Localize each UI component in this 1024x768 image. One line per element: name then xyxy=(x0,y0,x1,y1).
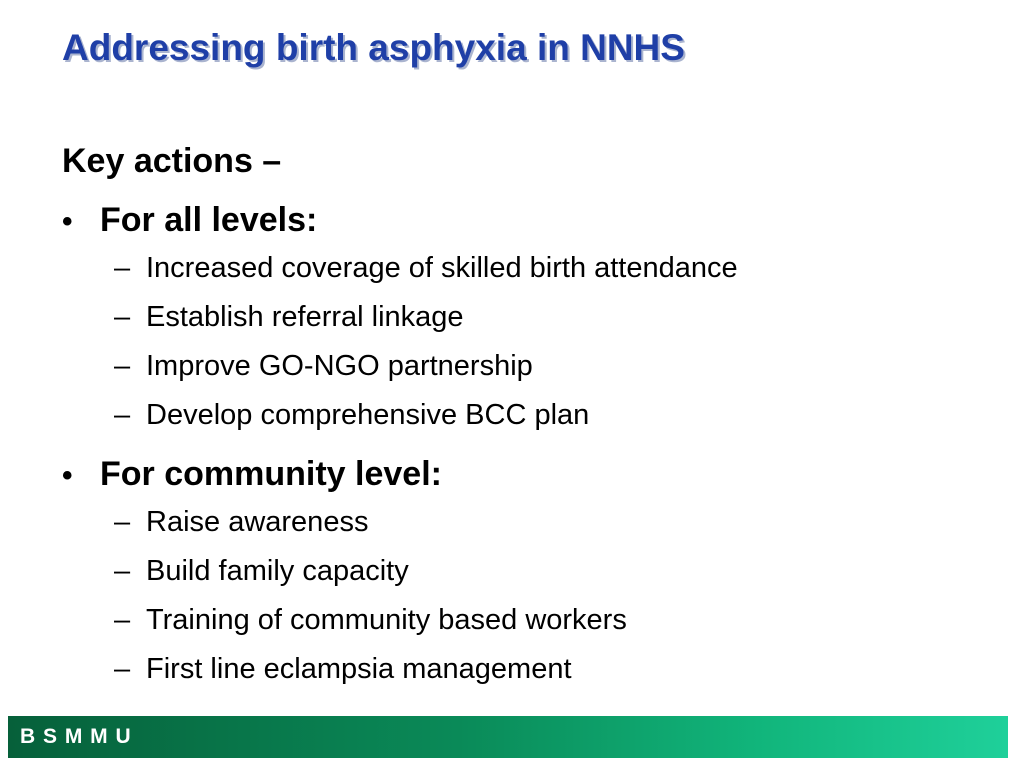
dash-icon: – xyxy=(114,555,131,587)
list-item xyxy=(114,391,962,440)
list-item-text: Increased coverage of skilled birth attendance xyxy=(146,252,738,284)
list-item xyxy=(114,498,962,547)
dash-icon: – xyxy=(114,252,131,284)
section-heading-text: For all levels: xyxy=(100,201,318,239)
list-item xyxy=(114,342,962,391)
dash-icon: – xyxy=(114,301,131,333)
dash-icon: – xyxy=(114,653,131,685)
sub-item-list xyxy=(62,244,962,440)
dash-icon: – xyxy=(114,604,131,636)
list-item-text: First line eclampsia management xyxy=(146,653,572,685)
section-heading xyxy=(62,196,962,244)
section-community-level xyxy=(62,450,962,694)
sub-item-list xyxy=(62,498,962,694)
dash-icon: – xyxy=(114,350,131,382)
list-item-text: Build family capacity xyxy=(146,555,409,587)
list-item-text: Establish referral linkage xyxy=(146,301,464,333)
list-item-text: Training of community based workers xyxy=(146,604,627,636)
list-item xyxy=(114,596,962,645)
list-item-text: Develop comprehensive BCC plan xyxy=(146,399,590,431)
bullet-icon: • xyxy=(62,205,73,238)
dash-icon: – xyxy=(114,506,131,538)
slide-title: Addressing birth asphyxia in NNHS xyxy=(62,27,685,68)
footer-label: B S M M U xyxy=(20,725,132,748)
section-heading xyxy=(62,450,962,498)
list-item-text: Improve GO-NGO partnership xyxy=(146,350,533,382)
list-item xyxy=(114,244,962,293)
bullet-icon: • xyxy=(62,459,73,492)
section-all-levels xyxy=(62,196,962,440)
list-item-text: Raise awareness xyxy=(146,506,369,538)
list-item xyxy=(114,547,962,596)
list-item xyxy=(114,645,962,694)
dash-icon: – xyxy=(114,399,131,431)
section-heading-text: For community level: xyxy=(100,455,442,493)
key-actions-heading: Key actions – xyxy=(62,142,282,180)
list-item xyxy=(114,293,962,342)
footer-bar xyxy=(8,716,1008,758)
